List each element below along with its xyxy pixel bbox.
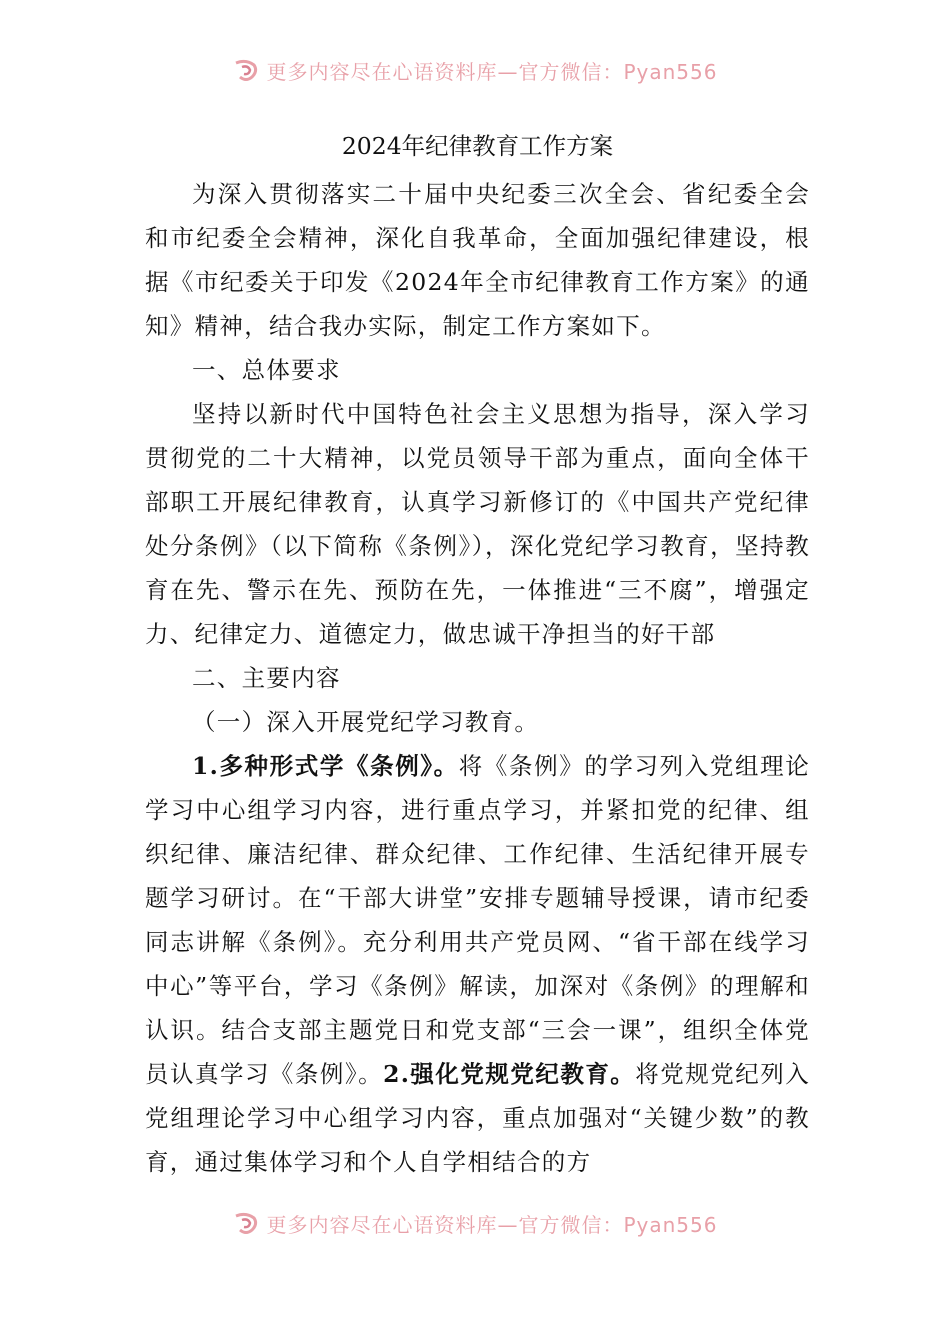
document-title: 2024年纪律教育工作方案 (341, 132, 614, 160)
subsection-heading-study: （一）深入开展党纪学习教育。 (192, 708, 540, 736)
item-paragraph (145, 744, 810, 1184)
item1-title: 1.多种形式学《条例》。 (192, 752, 459, 780)
watermark-top (0, 55, 950, 85)
watermark-text: 更多内容尽在心语资料库—官方微信：Pyan556 (266, 59, 718, 84)
watermark-text: 更多内容尽在心语资料库—官方微信：Pyan556 (266, 1212, 718, 1237)
section-heading-content: 二、主要内容 (192, 664, 341, 692)
item2-body: 将党规党纪列入党组理论学习中心组学习内容，重点加强对“关键少数”的教育，通过集体学习和个人自学相结合的方 (145, 1060, 811, 1176)
document-body (145, 128, 810, 1184)
brand-logo-icon (232, 1210, 260, 1236)
brand-logo-icon (232, 57, 260, 83)
item2-title: 2.强化党规党纪教育。 (383, 1060, 636, 1088)
intro-paragraph: 为深入贯彻落实二十届中央纪委三次全会、省纪委全会和市纪委全会精神，深化自我革命，全面加强纪律建设，根据《市纪委关于印发《2024年全市纪律教育工作方案》的通知》精神，结合我办实际，制定工作方案如下。 (145, 180, 810, 340)
item1-body: 将《条例》的学习列入党组理论学习中心组学习内容，进行重点学习，并紧扣党的纪律、组织纪律、廉洁纪律、群众纪律、工作纪律、生活纪律开展专题学习研讨。在“干部大讲堂”安排专题辅导授课，请市纪委同志讲解《条例》。充分利用共产党员网、“省干部在线学习中心”等平台，学习《条例》解读，加深对《条例》的理解和认识。结合支部主题党日和党支部“三会一课”，组织全体党员认真学习《条例》。 (145, 752, 810, 1088)
section-body-general: 坚持以新时代中国特色社会主义思想为指导，深入学习贯彻党的二十大精神，以党员领导干部为重点，面向全体干部职工开展纪律教育，认真学习新修订的《中国共产党纪律处分条例》（以下简称《条例》），深化党纪学习教育，坚持教育在先、警示在先、预防在先，一体推进“三不腐”，增强定力、纪律定力、道德定力，做忠诚干净担当的好干部 (145, 400, 810, 648)
section-heading-general: 一、总体要求 (192, 356, 341, 384)
watermark-bottom (0, 1208, 950, 1238)
